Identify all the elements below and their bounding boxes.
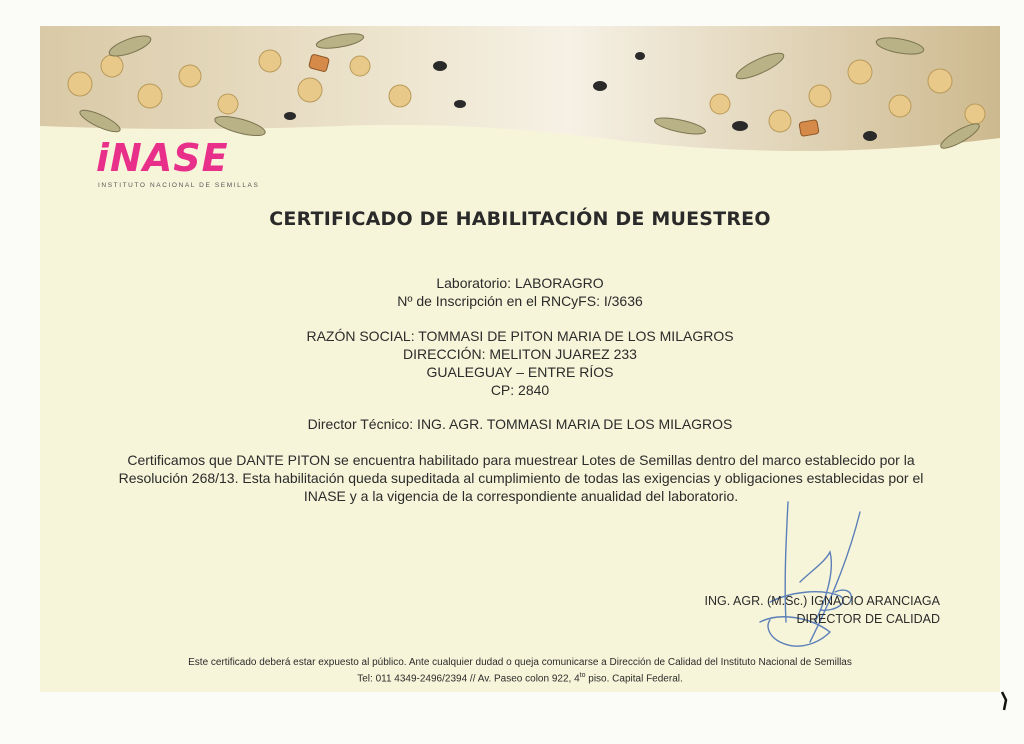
certificate-title: CERTIFICADO DE HABILITACIÓN DE MUESTREO [269, 208, 771, 230]
signatory-name: ING. AGR. (M.Sc.) IGNACIO ARANCIAGA [704, 594, 940, 608]
handwritten-signature [740, 492, 880, 662]
registration-number: Nº de Inscripción en el RNCyFS: I/3636 [397, 293, 643, 309]
laboratory-name: Laboratorio: LABORAGRO [436, 275, 604, 291]
certification-line-1: Certificamos que DANTE PITON se encuentra habilitado para muestrear Lotes de Semillas dentro del marco establecido por la [127, 452, 915, 468]
laboratory-block [40, 274, 1000, 310]
technical-director: Director Técnico: ING. AGR. TOMMASI MARIA DE LOS MILAGROS [307, 416, 733, 432]
logo-subtitle: INSTITUTO NACIONAL DE SEMILLAS [98, 182, 260, 189]
footer-contact-end: piso. Capital Federal. [585, 673, 683, 685]
certification-line-3: INASE y a la vigencia de la correspondiente anualidad del laboratorio. [303, 488, 739, 504]
company-block [40, 327, 1000, 399]
direccion: DIRECCIÓN: MELITON JUAREZ 233 [403, 346, 637, 362]
footer-contact-main: Tel: 011 4349-2496/2394 // Av. Paseo colon 922, 4 [357, 673, 580, 685]
scan-edge-mark [1000, 690, 1010, 714]
postal-code: CP: 2840 [490, 382, 550, 398]
logo-wordmark: iNASE [96, 136, 229, 180]
inase-logo [96, 138, 286, 196]
localidad: GUALEGUAY – ENTRE RÍOS [426, 364, 614, 380]
signatory-block [640, 592, 940, 628]
footer-contact-sup: to [579, 672, 586, 679]
footer [40, 656, 1000, 685]
razon-social: RAZÓN SOCIAL: TOMMASI DE PITON MARIA DE LOS MILAGROS [306, 328, 734, 344]
certification-line-2: Resolución 268/13. Esta habilitación queda supeditada al cumplimiento de todas las exigencias y obligaciones establecidas por el [118, 470, 924, 486]
certificate-sheet [40, 26, 1000, 692]
signatory-role: DIRECTOR DE CALIDAD [796, 612, 940, 626]
footer-contact [40, 669, 1000, 685]
footer-notice: Este certificado deberá estar expuesto al público. Ante cualquier dudad o queja comunicarse a Dirección de Calidad del Instituto Nacional de Semillas [188, 657, 852, 668]
